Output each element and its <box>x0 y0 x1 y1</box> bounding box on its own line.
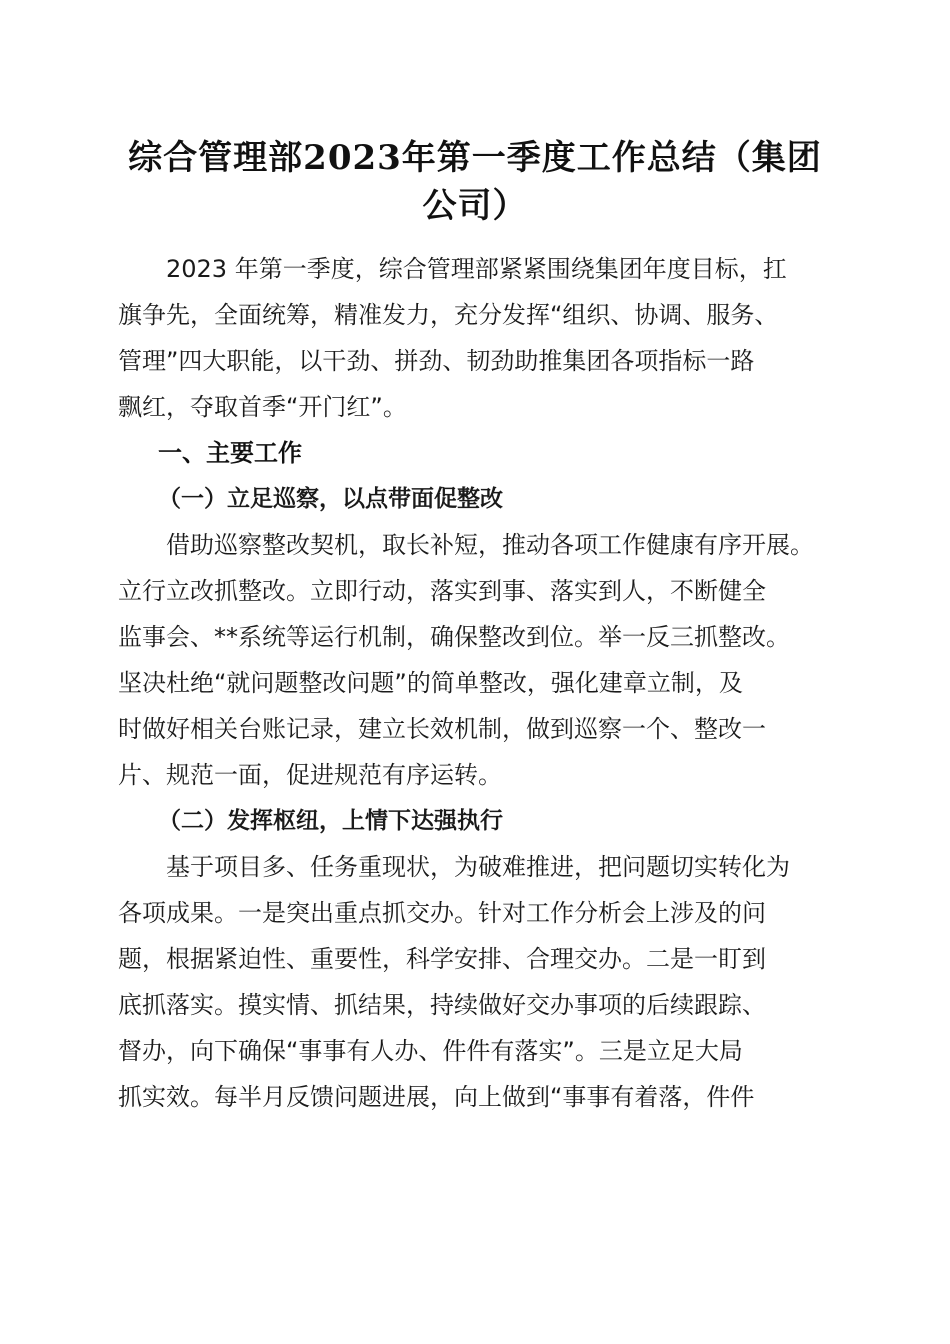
sub1-line-1: 借助巡察整改契机，取长补短，推动各项工作健康有序开展。 <box>118 531 814 559</box>
sub1-line-5: 时做好相关台账记录，建立长效机制，做到巡察一个、整改一 <box>118 715 766 743</box>
sub2-line-4: 底抓落实。摸实情、抓结果，持续做好交办事项的后续跟踪、 <box>118 991 766 1019</box>
document-title-line2: 公司） <box>422 186 528 226</box>
sub1-line-2: 立行立改抓整改。立即行动，落实到事、落实到人，不断健全 <box>118 577 766 605</box>
section-heading-main-work: 一、主要工作 <box>158 439 302 467</box>
sub2-line-6: 抓实效。每半月反馈问题进展，向上做到“事事有着落，件件 <box>118 1083 755 1111</box>
subsection-heading-1: （一）立足巡察，以点带面促整改 <box>158 485 503 512</box>
intro-line-4: 飘红，夺取首季“开门红”。 <box>118 393 407 421</box>
subsection-heading-2: （二）发挥枢纽，上情下达强执行 <box>158 807 503 834</box>
sub2-line-2: 各项成果。一是突出重点抓交办。针对工作分析会上涉及的问 <box>118 899 766 927</box>
intro-line-1: 2023 年第一季度，综合管理部紧紧围绕集团年度目标，扛 <box>118 255 787 283</box>
sub1-line-6: 片、规范一面，促进规范有序运转。 <box>118 761 502 789</box>
sub1-line-3: 监事会、**系统等运行机制，确保整改到位。举一反三抓整改。 <box>118 623 790 651</box>
sub1-line-4: 坚决杜绝“就问题整改问题”的简单整改，强化建章立制，及 <box>118 669 743 697</box>
intro-line-3: 管理”四大职能，以干劲、拼劲、韧劲助推集团各项指标一路 <box>118 347 755 375</box>
sub2-line-5: 督办，向下确保“事事有人办、件件有落实”。三是立足大局 <box>118 1037 743 1065</box>
document-title-line1: 综合管理部2023年第一季度工作总结（集团 <box>128 138 822 178</box>
intro-line-2: 旗争先，全面统筹，精准发力，充分发挥“组织、协调、服务、 <box>118 301 779 329</box>
sub2-line-3: 题，根据紧迫性、重要性，科学安排、合理交办。二是一盯到 <box>118 945 766 973</box>
sub2-line-1: 基于项目多、任务重现状，为破难推进，把问题切实转化为 <box>118 853 790 881</box>
